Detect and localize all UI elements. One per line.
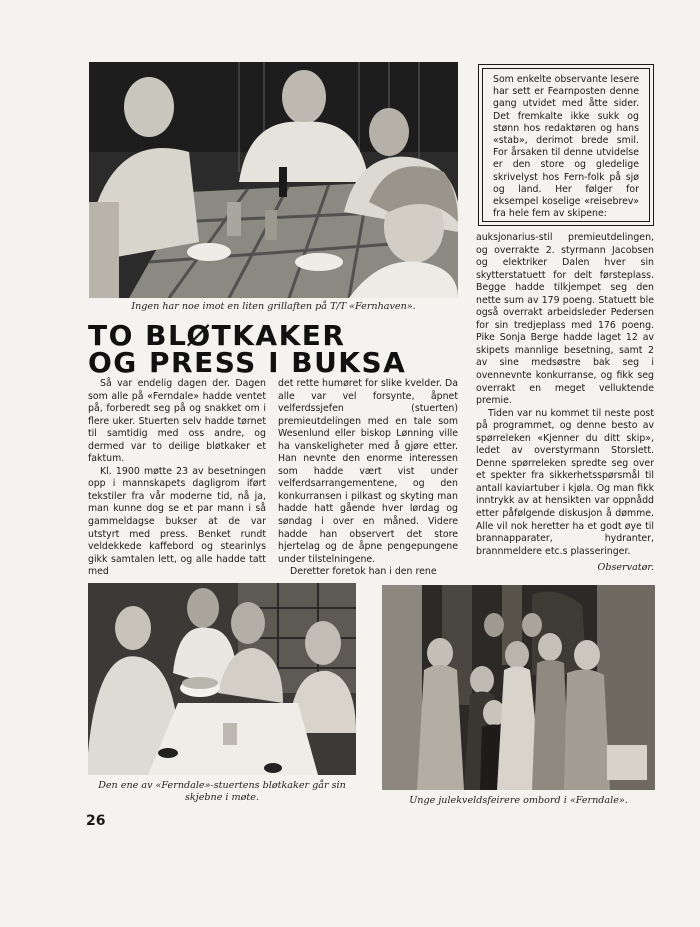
headline-line-1: TO BLØTKAKER [88,319,346,352]
intro-box [478,64,654,226]
photo-grill-evening [89,62,458,298]
article-headline [88,319,468,379]
article-paragraph: Tiden var nu kommet til neste post på programmet, og denne besto av spørreleken «Kjenner du ditt skip», ledet av overstyrmann Storslett. Denne spørreleken spredte seg over et spekter fra sikkerhetsspørsmål til antall kaviartuber i kjøla. Og man fikk inntrykk av at hensikten var oppnådd etter påfølgende diskusjon å dømme. Alle vil nok heretter ha et godt øye til brannapparater, hydranter, brannmeldere etc.s plasseringer. [476,407,654,557]
caption-bottom-left-photo: Den ene av «Ferndale»-stuertens bløtkaker går sin skjebne i møte. [98,780,346,803]
article-paragraph: Kl. 1900 møtte 23 av besetningen opp i mannskapets dagligrom iført tekstiler fra vår moderne tid, nå ja, man kunne dog se et par mann i så gammeldagse bukser at de var utstyrt med press. Benket rundt veldekkede kaffebord og stearinlys gikk samtalen lett, og alle hadde tatt med [88,465,266,578]
article-column-1 [88,378,266,579]
photo-christmas-children [382,585,655,790]
photo-cake-table [88,583,356,775]
article-column-2 [278,378,458,579]
article-paragraph: det rette humøret for slike kvelder. Da alle var vel forsynte, åpnet velferdssjefen (stuerten) premieutdelingen med en tale som Wesenlund eller biskop Lønning ville ha vanskeligheter med å gjøre etter. Han nevnte den enorme interessen som hadde vært vist under velferdsarrangementene, og den konkurransen i pilkast og skyting man hadde hatt gående hver lørdag og søndag i over en måned. Videre hadde han observert det store hjertelag og de åpne pengepungene under tilstelningene. [278,378,458,565]
caption-top-photo: Ingen har noe imot en liten grillaften på T/T «Fernhaven». [131,301,416,312]
page-number: 26 [86,813,106,829]
article-paragraph: auksjonarius-stil premieutdelingen, og overrakte 2. styrmann Jacobsen og elektriker Dalen hver sin skytterstatuett for delt førsteplass. Begge hadde tilkjempet seg den nette sum av 179 poeng. Statuett ble også overrakt arbeidsleder Pedersen for sin tredjeplass med 176 poeng. Pike Sonja Berge hadde laget 12 av skipets mannlige besetning, samt 2 av sine medsøstre bak seg i ovennevnte konkurranse, og fikk seg overrakt en meget velluktende premie. [476,232,654,407]
article-column-3 [476,232,654,558]
article-signature: Observatør. [597,562,654,573]
article-paragraph: Deretter foretok han i den rene [290,566,437,578]
headline-line-2: OG PRESS I BUKSA [88,346,407,379]
intro-box-text: Som enkelte observante lesere har sett er Fearnposten denne gang utvidet med åtte sider. Det fremkalte ikke sukk og stønn hos redaktøren og hans «stab», derimot brede smil. For årsaken til denne utvidelse er den store og gledelige skrivelyst hos Fern-folk på sjø og land. Her følger for eksempel koselige «reisebrev» fra hele fem av skipene: [482,68,650,222]
caption-bottom-right-photo: Unge julekveldsfeirere ombord i «Ferndale». [409,795,628,806]
article-paragraph: Så var endelig dagen der. Dagen som alle på «Ferndale» hadde ventet på, forberedt seg på og snakket om i flere uker. Stuerten selv hadde tørnet til samtidig med oss andre, og dermed var to deilige bløtkaker et faktum. [88,378,266,465]
